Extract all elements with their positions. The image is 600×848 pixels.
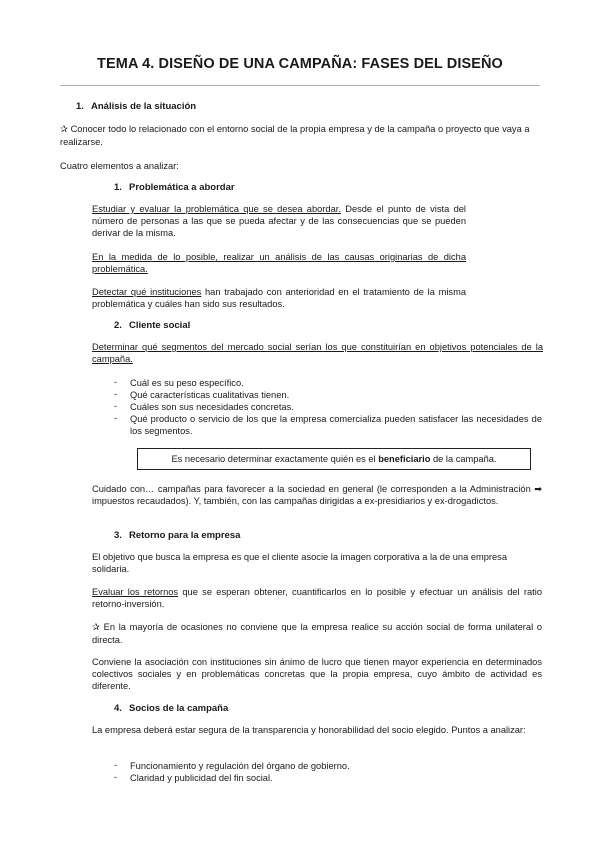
paragraph-text: Conocer todo lo relacionado con el entorno social de la propia empresa y de la campaña o proyecto que vaya a realizarse. [60, 124, 530, 147]
sub3-paragraph-2 [92, 586, 542, 610]
subsection-heading-3 [114, 530, 240, 541]
subsection-number: 3. [114, 530, 122, 541]
underlined-text: Determinar qué segmentos del mercado social serían los que constituirían en objetivos potenciales de la campaña. [92, 342, 543, 364]
bullet-dash: - [114, 772, 118, 782]
subsection-heading-text: Socios de la campaña [129, 703, 229, 714]
section-heading-1 [76, 101, 196, 112]
subsection-heading-4 [114, 703, 228, 714]
star-paragraph-1 [60, 123, 544, 148]
paragraph-text: han trabajado con anterioridad en el tratamiento de la misma problemática y cuáles han sido sus resultados. [92, 287, 466, 309]
subsection-heading-text: Cliente social [129, 320, 191, 331]
subsection-heading-1 [114, 182, 235, 193]
bullet-dash: - [114, 377, 118, 387]
intro-paragraph: Cuatro elementos a analizar: [60, 161, 179, 171]
sub4-paragraph-1: La empresa deberá estar segura de la transparencia y honorabilidad del socio elegido. Puntos a analizar: [92, 725, 526, 735]
paragraph-text: que se esperan obtener, cuantificarlos en lo posible y efectuar un análisis del ratio retorno-inversión. [92, 587, 542, 609]
subsection-number: 2. [114, 320, 122, 331]
box-bold-text: beneficiario [378, 454, 431, 464]
underlined-text: Estudiar y evaluar la problemática que se desea abordar. [92, 204, 341, 214]
subsection-heading-2 [114, 320, 190, 331]
section-heading-text: Análisis de la situación [91, 101, 197, 112]
bullet-dash: - [114, 401, 118, 411]
sub1-paragraph-2 [92, 251, 466, 275]
underlined-text: Evaluar los retornos [92, 587, 179, 597]
paragraph-text: En la mayoría de ocasiones no conviene que la empresa realice su acción social de forma unilateral o directa. [92, 622, 542, 645]
list-item: Claridad y publicidad del fin social. [130, 773, 273, 783]
page-title: TEMA 4. DISEÑO DE UNA CAMPAÑA: FASES DEL DISEÑO [97, 56, 503, 72]
underlined-text: Detectar qué instituciones [92, 287, 202, 297]
sub1-paragraph-3 [92, 286, 466, 310]
sub1-paragraph-1 [92, 203, 466, 239]
paragraph-text: Desde el punto de vista del número de personas a las que se pueda afectar y de las consecuencias que se pueden derivar de la misma. [92, 204, 466, 238]
subsection-heading-text: Retorno para la empresa [129, 530, 241, 541]
title-divider [60, 85, 540, 86]
bullet-dash: - [114, 389, 118, 399]
sub3-paragraph-3 [92, 621, 542, 646]
sub2-paragraph-1 [92, 341, 543, 365]
list-item: Funcionamiento y regulación del órgano de gobierno. [130, 761, 350, 771]
bullet-dash: - [114, 760, 118, 770]
list-item: Cuáles son sus necesidades concretas. [130, 402, 294, 412]
list-item: Qué características cualitativas tienen. [130, 390, 290, 400]
sub3-paragraph-4: Conviene la asociación con instituciones sin ánimo de lucro que tienen mayor experiencia en determinados colectivos sociales y en problemáticas concretas que la propia empresa, cuyo ámbito de actividad es diferente. [92, 657, 542, 691]
box-text: de la campaña. [430, 454, 497, 464]
sub3-paragraph-1: El objetivo que busca la empresa es que el cliente asocie la imagen corporativa a la de una empresa solidaria. [92, 552, 507, 574]
section-number: 1. [76, 101, 84, 112]
list-item: Qué producto o servicio de los que la empresa comercializa pueden satisfacer las necesidades de los segmentos. [130, 414, 542, 436]
star-icon: ✰ [92, 622, 100, 633]
box-text: Es necesario determinar exactamente quién es el [171, 454, 379, 464]
subsection-number: 1. [114, 182, 122, 193]
underlined-text: En la medida de lo posible, realizar un análisis de las causas originarias de dicha problemática. [92, 252, 466, 274]
bullet-dash: - [114, 413, 118, 423]
subsection-heading-text: Problemática a abordar [129, 182, 235, 193]
subsection-number: 4. [114, 703, 122, 714]
sub2-paragraph-2: Cuidado con… campañas para favorecer a la sociedad en general (le corresponden a la Administración ➡ impuestos recaudados). Y, también, con las campañas dirigidas a ex-presidiarios y ex-drogadictos. [92, 484, 542, 506]
star-icon: ✰ [60, 124, 68, 135]
highlight-box [137, 448, 531, 470]
list-item: Cuál es su peso específico. [130, 378, 244, 388]
